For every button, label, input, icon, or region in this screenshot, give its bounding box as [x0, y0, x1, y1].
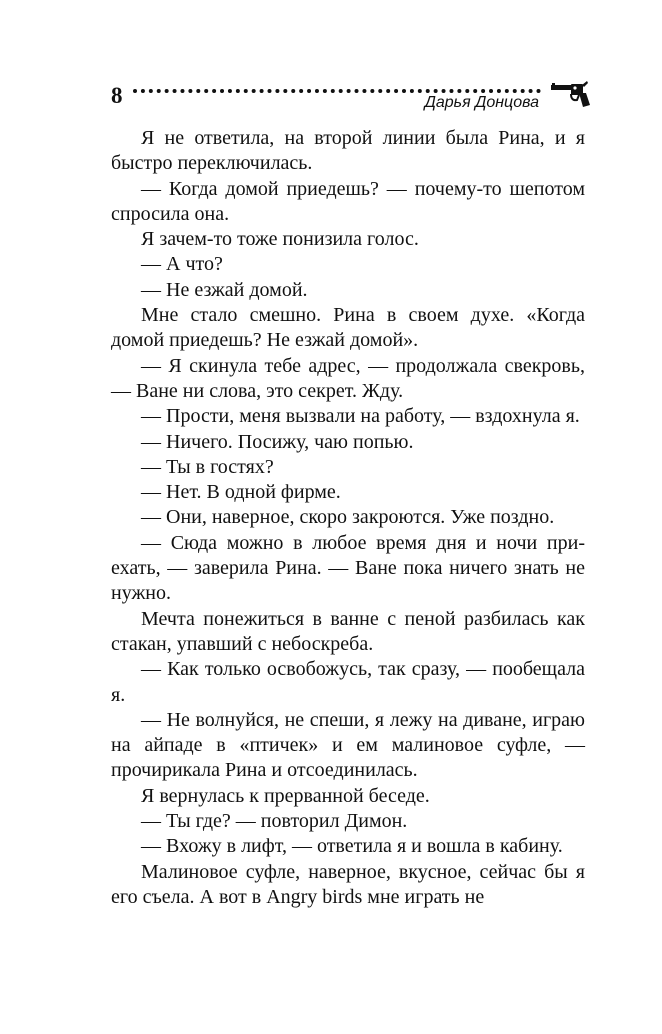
paragraph: Малиновое суфле, наверное, вкусное, сейчас бы я его съела. А вот в Angry birds мне играть не	[111, 860, 585, 908]
paragraph: — Вхожу в лифт, — ответила я и вошла в кабину.	[141, 835, 563, 858]
revolver-icon	[549, 80, 591, 108]
paragraph: Я вернулась к прерванной беседе.	[141, 784, 430, 807]
running-head-author: Дарья Донцова	[424, 94, 539, 111]
running-header	[111, 76, 591, 112]
paragraph: — Когда домой приедешь? — почему-то шепотом спросила она.	[111, 177, 585, 225]
dotted-rule	[133, 89, 541, 93]
paragraph: Я зачем-то тоже понизила голос.	[141, 228, 419, 251]
paragraph: — Нет. В одной фирме.	[141, 481, 341, 504]
paragraph: Мечта понежиться в ванне с пеной разбилась как стакан, упавший с небоскреба.	[111, 607, 585, 655]
paragraph: — Сюда можно в любое время дня и ночи приехать, — заверила Рина. — Ване пока ничего знать не нужно.	[111, 531, 585, 605]
paragraph: — Как только освобожусь, так сразу, — пообещала я.	[111, 658, 585, 706]
paragraph: — Ничего. Посижу, чаю попью.	[141, 430, 414, 453]
paragraph: Мне стало смешно. Рина в своем духе. «Когда домой приедешь? Не езжай домой».	[111, 304, 585, 352]
paragraph: — Прости, меня вызвали на работу, — вздохнула я.	[141, 405, 580, 428]
paragraph: Я не ответила, на второй линии была Рина, и я быстро переключилась.	[111, 127, 585, 175]
paragraph: — Не волнуйся, не спеши, я лежу на диване, играю на айпаде в «птичек» и ем малиновое суфле, — прочирикала Рина и отсоединилась.	[111, 708, 585, 782]
paragraph: — Ты где? — повторил Димон.	[141, 810, 408, 833]
paragraph: — Они, наверное, скоро закроются. Уже поздно.	[141, 506, 555, 529]
paragraph: — А что?	[141, 253, 223, 276]
paragraph: — Не езжай домой.	[141, 278, 308, 301]
book-text	[111, 126, 585, 910]
paragraph: — Я скинула тебе адрес, — продолжала свекровь, — Ване ни слова, это секрет. Жду.	[111, 354, 585, 402]
page-number: 8	[111, 83, 123, 108]
paragraph: — Ты в гостях?	[141, 455, 274, 478]
